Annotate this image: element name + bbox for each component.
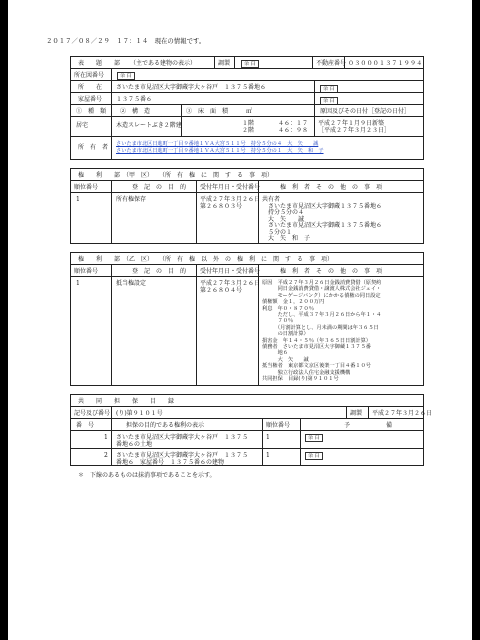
- yohaku-stamp: 余 白: [320, 97, 338, 105]
- kouku-row-number: 1: [76, 196, 80, 203]
- kigo-label: 記号及び番号: [74, 410, 111, 417]
- col-kenrisha: 権 利 者 そ の 他 の 事 項: [280, 268, 383, 275]
- yohaku-stamp: 余 白: [117, 72, 135, 80]
- col-yukamenseki: ③ 床 面 積 ㎡: [186, 108, 253, 115]
- otsuku-detail-line: （月割計算とし、月未満の期間は年３６５日: [262, 324, 379, 331]
- otsuku-detail-line: モーゲージバンク）にかかる債権の同日設定: [262, 292, 381, 299]
- kyodo-row-line1: さいたま市見沼区大字御蔵字大ヶ谷戸 １３７５: [116, 434, 249, 441]
- yohaku-stamp: 余 白: [305, 434, 323, 442]
- otsuku-row-number: 1: [76, 280, 80, 287]
- hyodai-title: 表 題 部: [78, 60, 121, 67]
- col-juni: 順位番号: [266, 422, 291, 429]
- otsuku-detail-line: 利息 年０・８７０％: [262, 305, 314, 312]
- kigo-value: (り)第９１０１号: [116, 410, 163, 417]
- shozai-value: さいたま市見沼区大字御蔵字大ヶ谷戸 １３７５番地６: [116, 84, 267, 91]
- owner-line-1: さいたま市北区日進町一丁目９番地１ＶＡ大宮５１１号 持分５分の４ 大 矢 誠: [116, 141, 319, 147]
- kyodo-row-line2: 番地６の土地: [116, 441, 153, 448]
- kyodo-chosei-date: 平成２７年３月２６日: [372, 410, 433, 417]
- otsuku-detail-line: ただし、平成３７年３月２６日から年１・４: [262, 312, 382, 318]
- kyodo-chosei-label: 調製: [350, 410, 363, 417]
- otsuku-detail-line: ７０％: [262, 318, 294, 325]
- shozai-label: 所 在: [78, 84, 103, 91]
- genin-line2: ［平成２７年３月２３日］: [318, 127, 391, 134]
- col-mokuteki: 登 記 の 目 的: [132, 184, 187, 191]
- floor2-area: ２階 ４６：９８: [242, 127, 309, 134]
- owner-label: 所 有 者: [78, 144, 109, 151]
- col-juni: 順位番号: [74, 184, 99, 191]
- kouku-row-date: 平成２７年３月２６日: [200, 196, 261, 203]
- col-genin: 原因及びその日付［登記の日付］: [320, 108, 411, 115]
- floor1-area: １階 ４６：１７: [242, 120, 309, 127]
- kyodo-title: 共 同 担 保 目 録: [78, 398, 175, 405]
- kyodo-row-number: 2: [104, 452, 108, 459]
- otsuku-detail-line: 地６: [262, 350, 288, 357]
- kouku-title: 権 利 部 （甲 区） （所 有 権 に 関 す る 事 項）: [78, 172, 274, 179]
- kouku-detail-line: 持分５分の４: [262, 209, 305, 216]
- otsuku-detail-line: 損害金 年１４・５％（年３６５日日割計算）: [262, 337, 371, 344]
- col-kenrisha: 権 利 者 そ の 他 の 事 項: [280, 184, 383, 191]
- kyodo-row-rank: 1: [266, 434, 270, 441]
- kyodo-row-rank: 1: [266, 452, 270, 459]
- kyodo-row-number: 1: [104, 434, 108, 441]
- owner-line-2: さいたま市北区日進町一丁目９番地１ＶＡ大宮５１１号 持分５分の１ 大 矢 和 子: [116, 148, 324, 154]
- otsuku-detail-line: 大 矢 誠: [262, 356, 309, 363]
- kouku-detail-line: さいたま市見沼区大字御蔵１３７５番地６: [262, 202, 383, 210]
- kouku-detail-line: さいたま市見沼区大字御蔵１３７５番地６: [262, 222, 383, 229]
- col-tanpo-mokuteki: 担保の目的である権利の表示: [126, 422, 205, 429]
- col-kozo: ② 構 造: [120, 108, 151, 115]
- otsuku-title: 権 利 部 （乙 区） （所 有 権 以 外 の 権 利 に 関 す る 事 項）: [78, 256, 334, 263]
- col-shurui: ① 種 類: [76, 108, 107, 115]
- otsuku-detail-line: 原因 平成２７年３月２６日金銭消費貸借（原契約: [262, 280, 382, 286]
- footer-note: ＊ 下線のあるものは抹消事項であることを示す。: [78, 472, 216, 479]
- register-page: [8, 0, 472, 640]
- genin-line1: 平成２７年１月９日新築: [318, 120, 385, 127]
- otsuku-detail-line: の日割計算）: [262, 331, 309, 338]
- col-mokuteki: 登 記 の 目 的: [132, 268, 187, 275]
- otsuku-row-date: 平成２７年３月２６日: [200, 280, 261, 287]
- kouku-detail-line: 大 矢 和 子: [262, 235, 311, 242]
- kozo-value: 木造スレートぶき２階建: [116, 122, 182, 129]
- otsuku-row-receipt: 第２６８０４号: [200, 287, 243, 294]
- fudosan-label: 不動産番号: [316, 60, 347, 67]
- kyodo-row-line1: さいたま市見沼区大字御蔵字大ヶ谷戸 １３７５: [116, 452, 249, 459]
- kouku-row-receipt: 第２６８０３号: [200, 203, 243, 210]
- hyodai-subtitle: （主である建物の表示）: [130, 60, 197, 67]
- kyodo-row-line2: 番地６ 家屋番号 １３７５番６の建物: [116, 459, 225, 466]
- yohaku-stamp: 余 白: [320, 85, 338, 93]
- col-uketsuke: 受付年月日・受付番号: [200, 184, 261, 191]
- otsuku-row-purpose: 抵当権設定: [116, 280, 147, 287]
- kouku-detail-line: 大 矢 誠: [262, 215, 305, 223]
- kaoku-value: １３７５番６: [116, 96, 153, 103]
- kouku-detail-line: ５分の１: [262, 228, 293, 236]
- shurui-value: 居宅: [76, 122, 89, 129]
- otsuku-detail-line: 共同担保 目録(り)第９１０１号: [262, 376, 339, 382]
- kaoku-label: 家屋番号: [78, 96, 103, 103]
- col-bango: 番 号: [76, 422, 95, 429]
- col-yobi: 予 備: [344, 422, 393, 429]
- zaisho-label: 所在図番号: [74, 72, 105, 79]
- kouku-detail-line: 共有者: [262, 196, 281, 203]
- fudosan-number: ０３０００１３７１９９４: [348, 60, 423, 67]
- otsuku-detail-line: 債権額 金１，２００万円: [262, 299, 325, 306]
- chosei-label: 調製: [218, 60, 231, 67]
- kouku-row-purpose: 所有権保存: [116, 196, 147, 203]
- otsuku-detail-line: 同日金銭消費貸借・譲渡人株式会社ジェイ・: [262, 286, 382, 293]
- otsuku-detail-line: 独立行政法人住宅金融支援機構: [262, 369, 351, 376]
- otsuku-detail-line: 抵当権者 東京都文京区後楽一丁目４番１０号: [262, 363, 371, 370]
- yohaku-stamp: 余 白: [241, 60, 259, 68]
- otsuku-detail-line: 債務者 さいたま市見沼区大字御蔵１３７５番: [262, 344, 371, 350]
- print-timestamp: ２０１７／０８／２９ １７：１４ 現在の情報です。: [46, 37, 206, 45]
- col-juni: 順位番号: [74, 268, 99, 275]
- col-uketsuke: 受付年月日・受付番号: [200, 268, 261, 275]
- yohaku-stamp: 余 白: [305, 452, 323, 460]
